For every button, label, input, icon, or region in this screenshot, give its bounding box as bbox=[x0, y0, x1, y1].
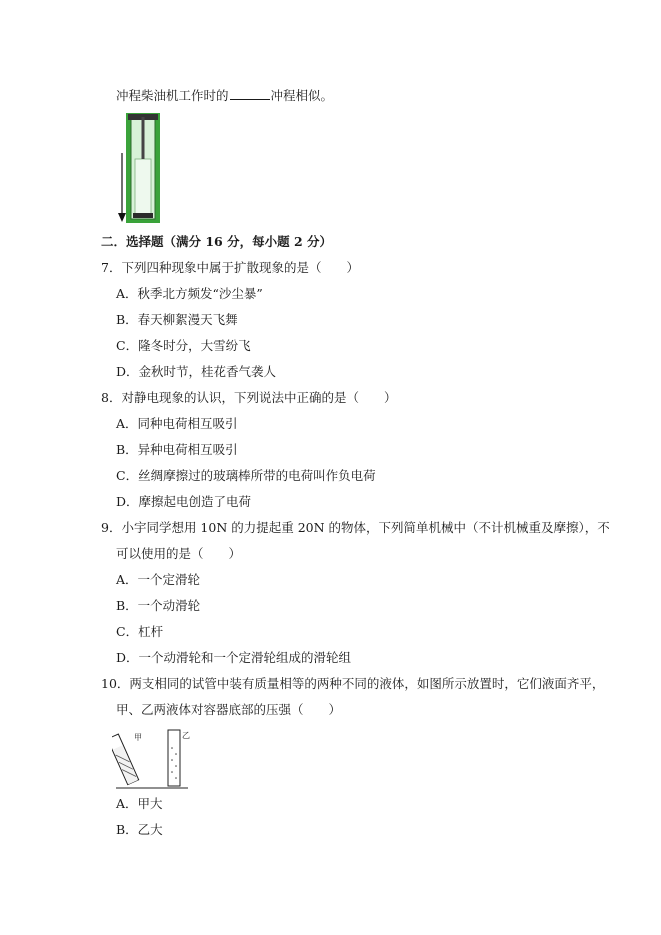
question-9-option-b: B．一个动滑轮 bbox=[116, 598, 201, 613]
answer-blank bbox=[230, 87, 270, 100]
question-7-option-c: C．隆冬时分，大雪纷飞 bbox=[116, 338, 251, 353]
question-9-stem-cont: 可以使用的是（ ） bbox=[116, 546, 242, 561]
question-10-option-a: A．甲大 bbox=[116, 796, 163, 811]
gas-column bbox=[135, 159, 151, 215]
test-tubes-figure bbox=[112, 726, 190, 792]
intro-before-blank: 冲程柴油机工作时的 bbox=[116, 88, 229, 103]
down-arrow-icon bbox=[118, 213, 126, 222]
question-7-option-a: A．秋季北方频发“沙尘暴” bbox=[116, 286, 263, 301]
tube-b-dot bbox=[171, 771, 173, 773]
section-heading: 二．选择题（满分 16 分，每小题 2 分） bbox=[101, 234, 333, 249]
question-9-stem: 9．小宇同学想用 10N 的力提起重 20N 的物体，下列简单机械中（不计机械重及摩擦），不 bbox=[101, 520, 610, 535]
question-8-stem: 8．对静电现象的认识，下列说法中正确的是（ ） bbox=[101, 390, 397, 405]
piston-rod bbox=[142, 117, 145, 159]
question-9-option-d: D．一个动滑轮和一个定滑轮组成的滑轮组 bbox=[116, 650, 352, 665]
question-8-option-d: D．摩擦起电创造了电荷 bbox=[116, 494, 252, 509]
question-8-option-c: C．丝绸摩擦过的玻璃棒所带的电荷叫作负电荷 bbox=[116, 468, 376, 483]
tube-b-dot bbox=[171, 747, 173, 749]
tube-a-label: 甲 bbox=[134, 733, 142, 742]
question-8-option-b: B．异种电荷相互吸引 bbox=[116, 442, 238, 457]
question-7-option-b: B．春天柳絮漫天飞舞 bbox=[116, 312, 238, 327]
intro-line bbox=[116, 87, 333, 104]
question-7-option-d: D．金秋时节，桂花香气袭人 bbox=[116, 364, 277, 379]
piston-cylinder-figure bbox=[116, 113, 162, 225]
tube-b-wall bbox=[168, 730, 180, 786]
piston-head bbox=[133, 213, 153, 218]
question-10-option-b: B．乙大 bbox=[116, 822, 163, 837]
question-9-option-c: C．杠杆 bbox=[116, 624, 164, 639]
question-7-stem: 7．下列四种现象中属于扩散现象的是（ ） bbox=[101, 260, 359, 275]
question-10-stem-cont: 甲、乙两液体对容器底部的压强（ ） bbox=[116, 702, 342, 717]
tube-b-label: 乙 bbox=[182, 731, 190, 740]
question-8-option-a: A．同种电荷相互吸引 bbox=[116, 416, 238, 431]
intro-after-blank: 冲程相似。 bbox=[270, 88, 334, 103]
tube-b-dot bbox=[175, 765, 177, 767]
tube-b-dot bbox=[175, 753, 177, 755]
tube-b-dot bbox=[171, 759, 173, 761]
question-10-stem: 10．两支相同的试管中装有质量相等的两种不同的液体，如图所示放置时，它们液面齐平， bbox=[101, 676, 605, 691]
question-9-option-a: A．一个定滑轮 bbox=[116, 572, 201, 587]
tube-b-dot bbox=[175, 777, 177, 779]
